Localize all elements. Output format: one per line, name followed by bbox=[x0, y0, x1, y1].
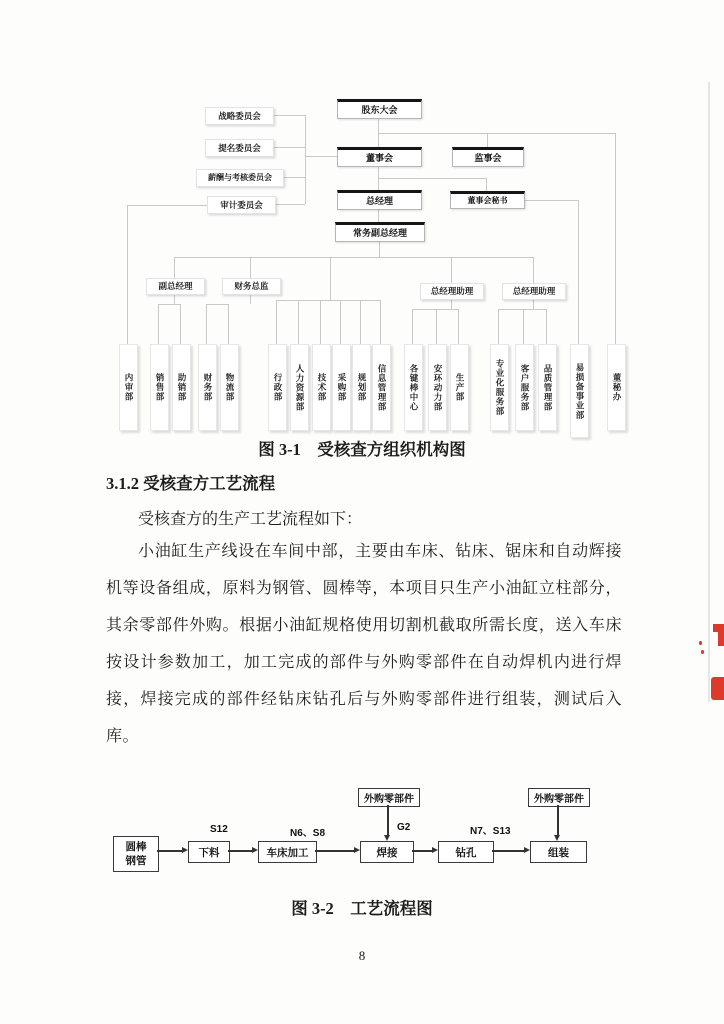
connector-line bbox=[498, 309, 499, 344]
org-dept-human-resources bbox=[290, 344, 309, 431]
org-dept-internal-audit bbox=[119, 344, 138, 431]
flow-label-s12: S12 bbox=[210, 824, 228, 835]
org-dept-customer-service bbox=[515, 344, 534, 431]
red-stamp-fragment bbox=[711, 677, 724, 700]
connector-line bbox=[250, 257, 251, 278]
dept-label: 技术部 bbox=[317, 373, 327, 402]
dept-label: 规划部 bbox=[357, 373, 367, 402]
process-flow-chart bbox=[85, 780, 645, 890]
flow-arrowhead bbox=[554, 835, 560, 841]
red-stamp-fragment bbox=[718, 630, 724, 646]
dept-label: 客户服务部 bbox=[520, 363, 530, 412]
dept-label: 人力资源部 bbox=[295, 363, 305, 412]
flow-arrowhead bbox=[252, 847, 258, 853]
flow-box-assembly: 组装 bbox=[530, 841, 587, 863]
flow-box-welding: 焊接 bbox=[360, 841, 414, 863]
red-stamp-dot bbox=[701, 650, 704, 654]
flow-arrow bbox=[557, 805, 559, 835]
body-paragraph: 小油缸生产线设在车间中部，主要由车床、钻床、锯床和自动辉接机等设备组成，原料为钢管、圆棒等，本项目只生产小油缸立柱部分，其余零部件外购。根据小油缸规格使用切割机截取所需长度，送入车床按设计参数加工，加工完成的部件与外购零部件在自动焊机内进行焊接，焊接完成的部件经钻床钻孔后与外购零部件进行组装，测试后入库。 bbox=[106, 543, 622, 745]
connector-line bbox=[174, 257, 175, 278]
flow-box-label: 圆棒钢管 bbox=[125, 841, 147, 867]
flow-arrow bbox=[315, 850, 354, 852]
connector-line bbox=[206, 304, 207, 344]
section-heading: 3.1.2 受核查方工艺流程 bbox=[106, 474, 276, 493]
connector-line bbox=[533, 299, 534, 309]
org-dept-planning bbox=[352, 344, 371, 431]
connector-line bbox=[340, 300, 341, 344]
connector-line bbox=[158, 304, 159, 344]
org-box-board-secretary: 董事会秘书 bbox=[450, 191, 525, 209]
org-dept-safety-power bbox=[428, 344, 447, 431]
flow-box-raw-material bbox=[113, 836, 159, 872]
org-box-cfo: 财务总监 bbox=[222, 278, 281, 295]
connector-line bbox=[158, 304, 180, 305]
connector-line bbox=[436, 309, 437, 344]
connector-line bbox=[127, 205, 128, 344]
connector-line bbox=[174, 294, 175, 304]
connector-line bbox=[523, 200, 578, 201]
connector-line bbox=[360, 300, 361, 344]
figure1-caption: 图 3-1 受核查方组织机构图 bbox=[258, 440, 466, 459]
connector-line bbox=[380, 300, 381, 344]
connector-line bbox=[486, 178, 487, 191]
intro-paragraph: 受核查方的生产工艺流程如下： bbox=[138, 511, 363, 528]
connector-line bbox=[305, 156, 337, 157]
org-dept-board-secretary-office bbox=[607, 344, 626, 431]
connector-line bbox=[305, 115, 306, 204]
flow-box-drilling: 钻孔 bbox=[438, 841, 494, 863]
connector-line bbox=[298, 300, 299, 344]
org-box-supervisory-board: 监事会 bbox=[452, 147, 524, 167]
connector-line bbox=[206, 304, 228, 305]
flow-label-n7-s13: N7、S13 bbox=[470, 826, 511, 837]
dept-label: 专业化服务部 bbox=[495, 359, 505, 416]
org-box-shareholders-meeting: 股东大会 bbox=[337, 99, 422, 119]
org-box-general-manager: 总经理 bbox=[337, 190, 422, 210]
connector-line bbox=[523, 309, 524, 344]
dept-label: 各键棒中心 bbox=[409, 363, 419, 412]
dept-label: 内审部 bbox=[124, 373, 134, 402]
flow-label-n6-s8: N6、S8 bbox=[290, 828, 326, 839]
connector-line bbox=[378, 178, 486, 179]
connector-line bbox=[578, 200, 579, 344]
connector-line bbox=[272, 115, 305, 116]
connector-line bbox=[174, 257, 533, 258]
flow-arrow bbox=[412, 850, 432, 852]
flow-label-g2: G2 bbox=[397, 822, 411, 833]
connector-line bbox=[412, 309, 458, 310]
connector-line bbox=[498, 309, 546, 310]
connector-line bbox=[330, 257, 331, 300]
dept-label: 财务部 bbox=[203, 373, 213, 402]
flow-box-purchased-parts-2: 外购零部件 bbox=[528, 788, 590, 807]
connector-line bbox=[276, 300, 277, 344]
connector-line bbox=[451, 299, 452, 309]
connector-line bbox=[487, 133, 488, 147]
org-dept-logistics bbox=[220, 344, 239, 431]
org-box-executive-deputy-gm: 常务副总经理 bbox=[335, 222, 425, 242]
flow-box-purchased-parts-1: 外购零部件 bbox=[358, 788, 420, 807]
flow-arrow bbox=[492, 850, 524, 852]
org-box-deputy-gm: 副总经理 bbox=[146, 278, 205, 295]
org-dept-wear-parts-division bbox=[570, 344, 589, 438]
flow-box-lathe: 车床加工 bbox=[258, 841, 317, 863]
org-chart bbox=[85, 90, 645, 440]
flow-arrowhead bbox=[432, 847, 438, 853]
connector-line bbox=[533, 257, 534, 283]
connector-line bbox=[282, 177, 305, 178]
connector-line bbox=[127, 205, 207, 206]
connector-line bbox=[546, 309, 547, 344]
org-dept-production bbox=[450, 344, 469, 431]
connector-line bbox=[228, 304, 229, 344]
org-dept-technology bbox=[312, 344, 331, 431]
org-dept-quality-mgmt bbox=[538, 344, 557, 431]
figure2-caption: 图 3-2 工艺流程图 bbox=[291, 899, 433, 918]
connector-line bbox=[378, 133, 615, 134]
flow-arrow bbox=[228, 850, 252, 852]
connector-line bbox=[458, 309, 459, 344]
org-box-audit-committee: 审计委员会 bbox=[207, 196, 276, 214]
connector-line bbox=[451, 257, 452, 283]
dept-label: 安环动力部 bbox=[433, 363, 443, 412]
page-edge-shadow bbox=[708, 82, 710, 702]
org-dept-specialized-service bbox=[490, 344, 509, 431]
dept-label: 物流部 bbox=[225, 373, 235, 402]
dept-label: 信息管理部 bbox=[377, 363, 387, 412]
dept-label: 采购部 bbox=[337, 373, 347, 402]
org-dept-sales bbox=[150, 344, 169, 431]
flow-arrowhead bbox=[384, 835, 390, 841]
connector-line bbox=[272, 147, 305, 148]
flow-arrowhead bbox=[354, 847, 360, 853]
connector-line bbox=[615, 133, 616, 344]
org-dept-procurement bbox=[332, 344, 351, 431]
org-box-board-of-directors: 董事会 bbox=[337, 147, 422, 167]
org-dept-centers bbox=[404, 344, 423, 431]
org-dept-information-mgmt bbox=[372, 344, 391, 431]
org-box-nomination-committee: 提名委员会 bbox=[205, 139, 274, 157]
flow-arrow bbox=[387, 805, 389, 835]
org-box-strategy-committee: 战略委员会 bbox=[205, 107, 274, 125]
connector-line bbox=[412, 309, 413, 344]
dept-label: 品质管理部 bbox=[543, 363, 553, 412]
dept-label: 销售部 bbox=[155, 373, 165, 402]
page-number: 8 bbox=[358, 948, 366, 963]
dept-label: 生产部 bbox=[455, 373, 465, 402]
org-box-gm-assistant-1: 总经理助理 bbox=[420, 283, 484, 300]
org-dept-sales-support bbox=[172, 344, 191, 431]
connector-line bbox=[379, 241, 380, 257]
connector-line bbox=[276, 300, 380, 301]
dept-label: 行政部 bbox=[273, 373, 283, 402]
org-dept-administration bbox=[268, 344, 287, 431]
flow-arrow bbox=[157, 850, 182, 852]
flow-arrowhead bbox=[524, 847, 530, 853]
connector-line bbox=[180, 304, 181, 344]
org-box-remuneration-committee: 薪酬与考核委员会 bbox=[196, 169, 284, 187]
org-box-gm-assistant-2: 总经理助理 bbox=[502, 283, 566, 300]
dept-label: 董秘办 bbox=[612, 373, 622, 402]
connector-line bbox=[274, 204, 305, 205]
flow-arrowhead bbox=[182, 847, 188, 853]
connector-line bbox=[250, 294, 251, 304]
dept-label: 助销部 bbox=[177, 373, 187, 402]
dept-label: 易损备事业部 bbox=[575, 362, 585, 420]
connector-line bbox=[378, 209, 379, 222]
connector-line bbox=[320, 300, 321, 344]
flow-box-cutting: 下料 bbox=[188, 841, 230, 863]
red-stamp-dot bbox=[699, 641, 702, 645]
org-dept-finance bbox=[198, 344, 217, 431]
